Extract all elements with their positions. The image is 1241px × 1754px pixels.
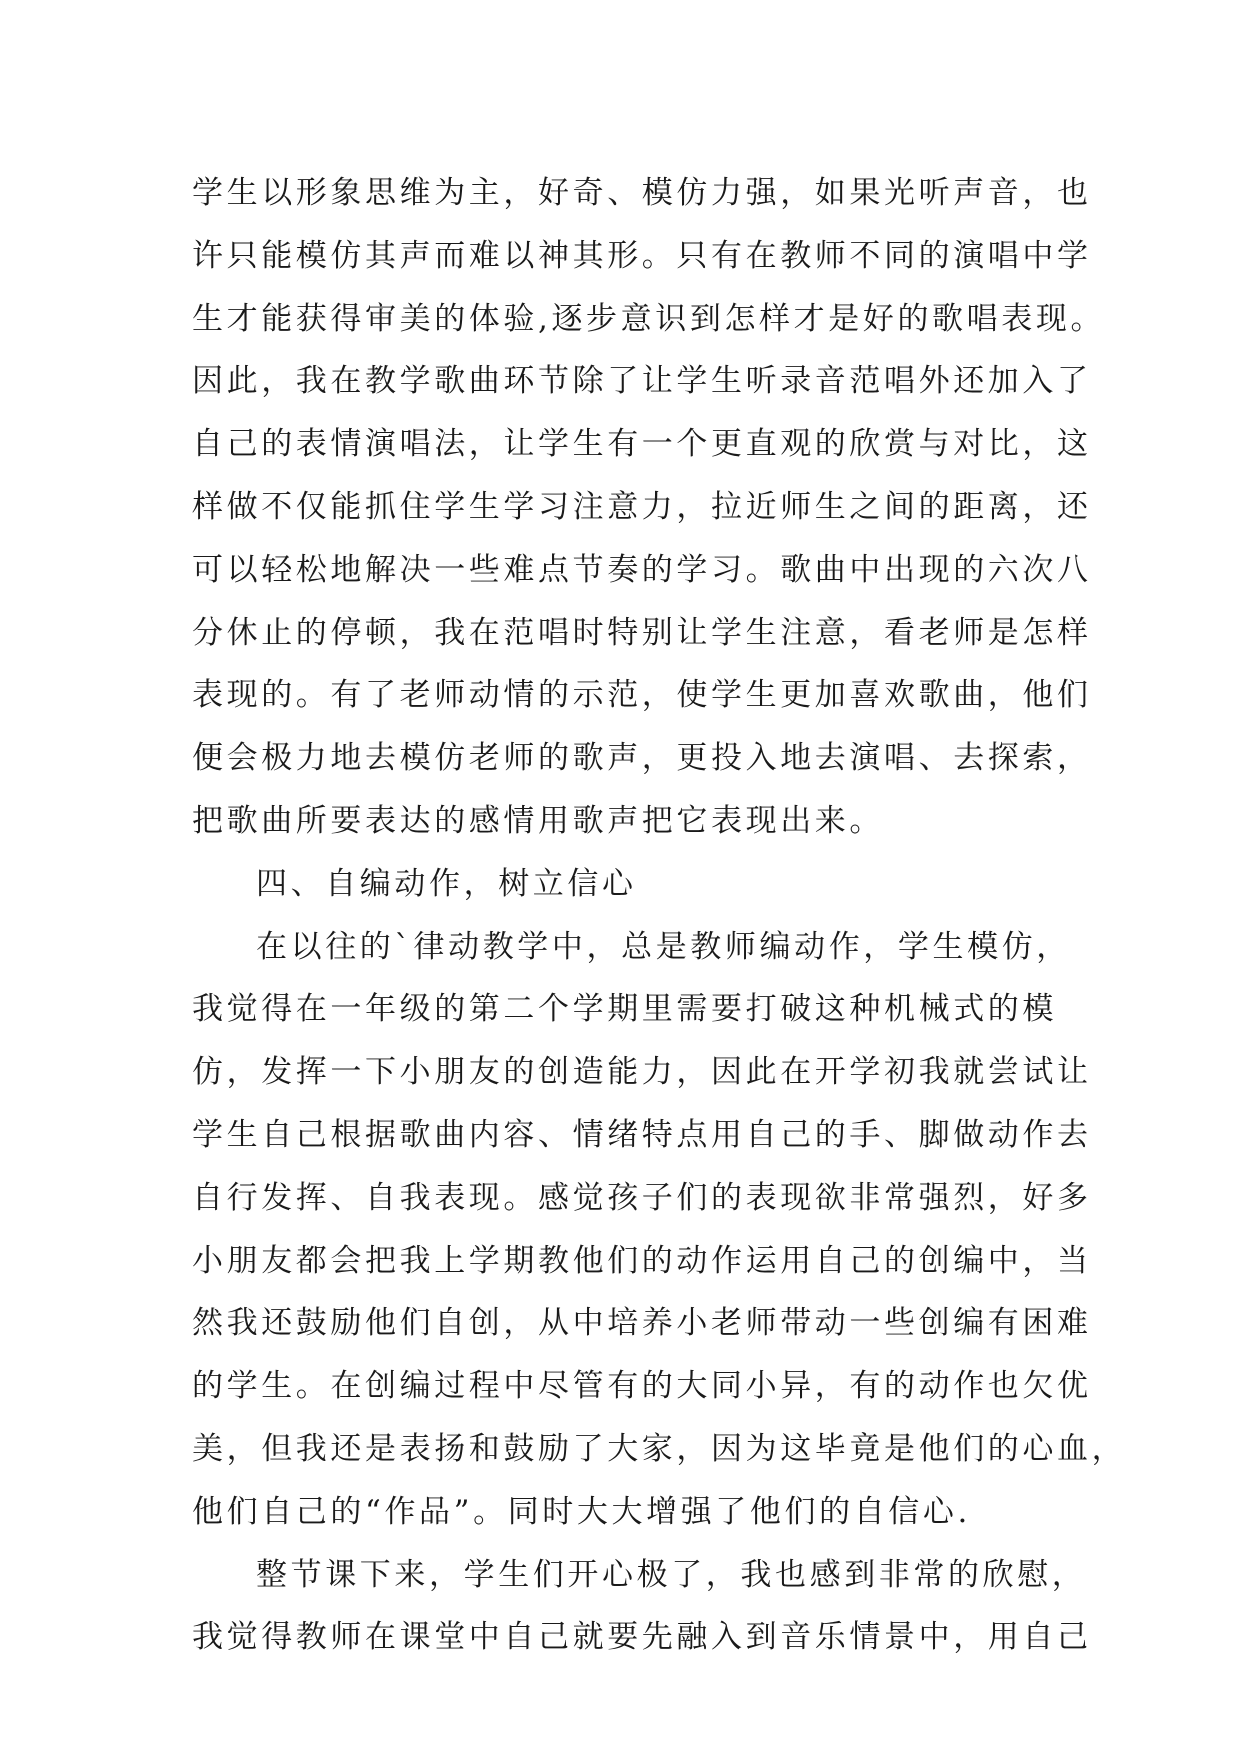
text-line: 生才能获得审美的体验,逐步意识到怎样才是好的歌唱表现。 — [192, 300, 1106, 337]
text-line: 小朋友都会把我上学期教他们的动作运用自己的创编中，当 — [192, 1242, 1092, 1279]
text-line: 许只能模仿其声而难以神其形。只有在教师不同的演唱中学 — [192, 237, 1092, 274]
text-line: 自行发挥、自我表现。感觉孩子们的表现欲非常强烈，好多 — [192, 1179, 1092, 1216]
text-line: 分休止的停顿，我在范唱时特别让学生注意，看老师是怎样 — [192, 614, 1092, 651]
text-line: 我觉得教师在课堂中自己就要先融入到音乐情景中，用自己 — [192, 1619, 1092, 1656]
text-line: 美，但我还是表扬和鼓励了大家，因为这毕竟是他们的心血， — [192, 1430, 1127, 1467]
text-line: 他们自己的“作品”。同时大大增强了他们的自信心. — [192, 1493, 971, 1530]
text-line: 可以轻松地解决一些难点节奏的学习。歌曲中出现的六次八 — [192, 551, 1092, 588]
text-line: 整节课下来，学生们开心极了，我也感到非常的欣慰， — [256, 1556, 1087, 1593]
body-text — [192, 162, 1127, 1669]
text-line: 在以往的`律动教学中，总是教师编动作，学生模仿， — [256, 928, 1071, 965]
text-line: 样做不仅能抓住学生学习注意力，拉近师生之间的距离，还 — [192, 488, 1092, 525]
text-line: 学生自己根据歌曲内容、情绪特点用自己的手、脚做动作去 — [192, 1116, 1092, 1153]
text-line: 仿，发挥一下小朋友的创造能力，因此在开学初我就尝试让 — [192, 1054, 1092, 1091]
text-line: 的学生。在创编过程中尽管有的大同小异，有的动作也欠优 — [192, 1368, 1092, 1405]
text-line: 自己的表情演唱法，让学生有一个更直观的欣赏与对比，这 — [192, 426, 1092, 463]
text-line: 因此，我在教学歌曲环节除了让学生听录音范唱外还加入了 — [192, 363, 1092, 400]
text-line: 学生以形象思维为主，好奇、模仿力强，如果光听声音，也 — [192, 175, 1092, 211]
text-line: 便会极力地去模仿老师的歌声，更投入地去演唱、去探索， — [192, 740, 1092, 777]
text-line: 然我还鼓励他们自创，从中培养小老师带动一些创编有困难 — [192, 1305, 1092, 1342]
text-line: 我觉得在一年级的第二个学期里需要打破这种机械式的模 — [192, 991, 1057, 1028]
section-heading: 四、自编动作，树立信心 — [256, 865, 637, 902]
text-line: 把歌曲所要表达的感情用歌声把它表现出来。 — [192, 802, 884, 839]
text-line: 表现的。有了老师动情的示范，使学生更加喜欢歌曲，他们 — [192, 677, 1092, 714]
